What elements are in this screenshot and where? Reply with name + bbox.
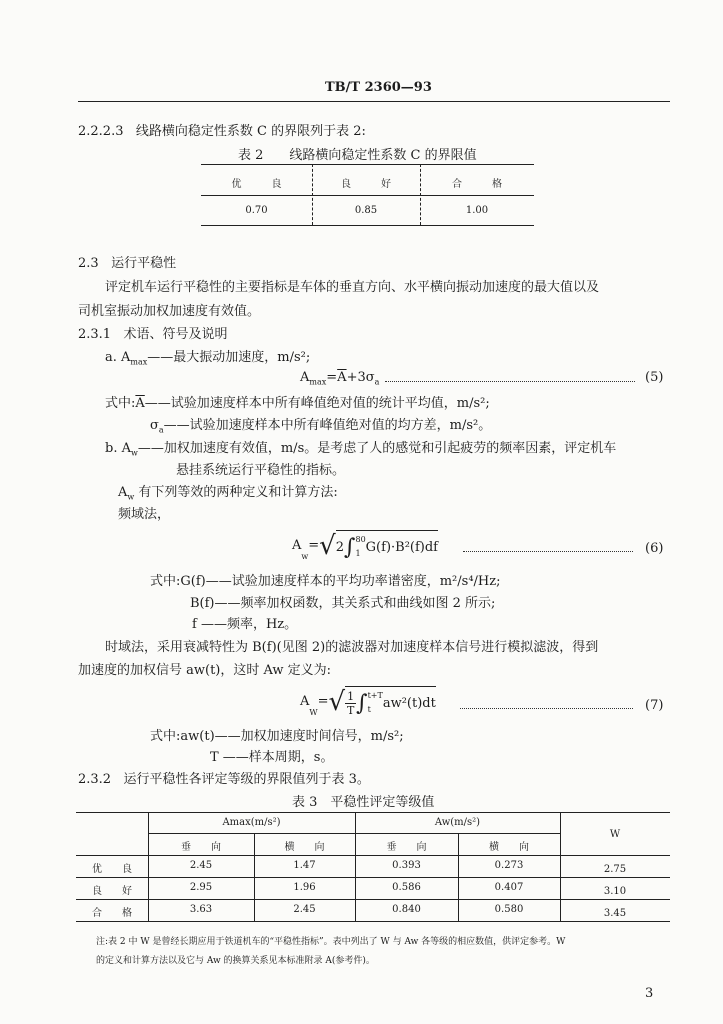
where3-line2: T ——样本周期，s。 — [210, 750, 334, 765]
section-23-title: 运行平稳性 — [111, 256, 177, 271]
paragraph-1-line2: 司机室振动加权加速度有效值。 — [78, 304, 261, 319]
where2-line2: B(f)——频率加权函数，其关系式和曲线如图 2 所示; — [190, 596, 496, 611]
document-code: TB/T 2360—93 — [325, 80, 432, 95]
eq5-abar: $\overline{A}$ — [337, 370, 347, 385]
where3-l1: aw(t)——加权加速度时间信号，m/s²; — [180, 729, 404, 744]
eq6-number: (6) — [645, 541, 664, 556]
eq7-frac-num: 1 — [347, 689, 355, 703]
where1-line2 — [150, 414, 491, 435]
table3-row3-grade: 合 格 — [92, 908, 132, 919]
table-note-line2: 的定义和计算方法以及它与 Aw 的换算关系见本标准附录 A(参考件)。 — [96, 956, 375, 966]
header-rule — [78, 101, 670, 102]
table2-header-pass: 合 格 — [452, 179, 502, 190]
where2-l1: G(f)——试验加速度样本的平均功率谱密度，m²/s⁴/Hz; — [180, 574, 501, 589]
item-b-line1 — [105, 437, 616, 458]
where2-line1 — [150, 570, 500, 589]
where2-line3: f ——频率，Hz。 — [192, 617, 298, 632]
eq7-upper-limit: t+T — [367, 691, 383, 700]
page-number: 3 — [645, 986, 654, 1001]
item-b-line2: 悬挂系统运行平稳性的指标。 — [176, 463, 346, 478]
eq6-sqrt-icon: √ — [319, 530, 336, 561]
table3-row1-aw-lateral: 0.273 — [494, 860, 524, 871]
eq6-body: G(f)·B²(f)df — [365, 539, 438, 555]
table-note-line1: 注:表 2 中 W 是曾经长期应用于铁道机车的“平稳性指标”。表中列出了 W 与 Aw 各等级的相应数值，供评定参考。W — [96, 937, 566, 947]
eq5-rest: +3σ — [346, 370, 375, 385]
table3-row2-amax-vertical: 2.95 — [189, 882, 213, 893]
eq6-lower-limit: 1 — [355, 549, 361, 558]
section-231 — [78, 323, 228, 342]
table2-header-excellent: 优 良 — [231, 179, 282, 190]
time-method-line1: 时域法，采用衰减特性为 B(f)(见图 2)的滤波器对加速度样本信号进行模拟滤波，得到 — [105, 640, 599, 655]
table2-header-good: 良 好 — [341, 179, 391, 190]
equation-5 — [300, 370, 379, 387]
eq7-fraction — [345, 690, 356, 717]
where1-desc2: ——试验加速度样本中所有峰值绝对值的均方差，m/s²。 — [163, 418, 492, 433]
eq6-leader — [463, 551, 633, 552]
aw-def-sub: w — [127, 492, 135, 502]
table3-row2-w: 3.10 — [603, 886, 627, 897]
item-a — [105, 346, 310, 367]
table3-row2-grade: 良 好 — [92, 886, 132, 897]
aw-def-symbol: A — [118, 485, 128, 500]
eq7-integral-icon: ∫ — [356, 690, 368, 716]
eq7-number: (7) — [645, 698, 664, 713]
section-231-title: 术语、符号及说明 — [123, 327, 228, 342]
aw-def-text: 有下列等效的两种定义和计算方法: — [138, 485, 338, 500]
eq7-lhs-sub: W — [309, 708, 318, 717]
eq6-lhs-sub: w — [301, 552, 309, 561]
table3-row1-grade: 优 良 — [92, 864, 132, 875]
where3-prefix: 式中: — [150, 729, 181, 744]
where1-prefix: 式中: — [105, 396, 136, 411]
where1-symbol2-sub: a — [158, 425, 164, 435]
eq7-leader — [460, 708, 633, 709]
eq5-lhs: A — [300, 370, 310, 385]
table3-sub-amax-lateral: 横 向 — [284, 842, 325, 853]
table3-sub-aw-lateral: 横 向 — [489, 842, 529, 853]
eq5-rest-sub: a — [374, 377, 380, 387]
item-b-symbol: A — [121, 441, 131, 456]
table3-aw-header: Aw(m/s²) — [434, 817, 481, 828]
table2-value-pass: 1.00 — [465, 205, 489, 216]
table3-row2-aw-vertical: 0.586 — [392, 882, 421, 893]
equation-7 — [300, 686, 436, 717]
table3-row2-amax-lateral: 1.96 — [293, 882, 316, 893]
table3-row1-amax-vertical: 2.45 — [189, 860, 213, 871]
table3-caption: 表 3 平稳性评定等级值 — [292, 795, 435, 810]
item-a-sub: max — [130, 357, 148, 367]
section-23 — [78, 252, 176, 271]
item-b-label: b. — [105, 441, 118, 456]
frequency-method-label: 频域法， — [118, 507, 171, 522]
where1-desc1: ——试验加速度样本中所有峰值绝对值的统计平均值，m/s²; — [144, 396, 490, 411]
aw-definition — [118, 481, 338, 502]
table2-caption: 表 2 线路横向稳定性系数 C 的界限值 — [238, 148, 477, 163]
table3-row3-w: 3.45 — [603, 908, 627, 919]
table3-w-header: W — [609, 829, 621, 840]
table3-row3-amax-lateral: 2.45 — [293, 904, 316, 915]
item-a-label: a. — [105, 350, 117, 365]
eq5-lhs-sub: max — [309, 377, 327, 387]
where1-symbol: $\overline{A}$ — [135, 396, 145, 411]
section-232-text: 运行平稳性各评定等级的界限值列于表 3。 — [123, 772, 370, 787]
where3-line1 — [150, 725, 404, 744]
table3-row3-amax-vertical: 3.63 — [189, 904, 213, 915]
equation-6 — [292, 530, 438, 561]
item-b-desc1: ——加权加速度有效值，m/s。是考虑了人的感觉和引起疲劳的频率因素，评定机车 — [137, 441, 617, 456]
section-23-num: 2.3 — [78, 256, 99, 271]
eq7-lhs: A — [300, 694, 310, 709]
eq6-equals: = — [308, 538, 320, 553]
eq7-body: aw²(t)dt — [382, 695, 436, 711]
eq6-upper-limit: 80 — [355, 535, 366, 544]
eq7-lower-limit: t — [367, 705, 371, 714]
eq7-frac-den: T — [346, 703, 355, 717]
where1-line1 — [105, 392, 490, 411]
item-a-desc: ——最大振动加速度，m/s²; — [147, 350, 311, 365]
section-2223 — [78, 120, 366, 139]
section-2223-text: 线路横向稳定性系数 C 的界限列于表 2: — [135, 124, 366, 139]
section-2223-num: 2.2.2.3 — [78, 124, 124, 139]
item-b-sub: w — [131, 448, 138, 458]
table3-row3-aw-vertical: 0.840 — [392, 904, 421, 915]
table3-amax-header: Amax(m/s²) — [222, 817, 281, 828]
table3-row3-aw-lateral: 0.580 — [494, 904, 524, 915]
eq5-leader — [385, 381, 635, 382]
table3-sub-aw-vertical: 垂 向 — [386, 842, 427, 853]
eq7-sqrt-icon: √ — [328, 686, 346, 717]
table3-row1-amax-lateral: 1.47 — [293, 860, 316, 871]
paragraph-1-line1: 评定机车运行平稳性的主要指标是车体的垂直方向、水平横向振动加速度的最大值以及 — [105, 280, 600, 295]
where1-symbol2: σ — [150, 418, 159, 433]
eq6-two: 2 — [335, 539, 345, 555]
eq5-number: (5) — [645, 370, 664, 385]
section-232 — [78, 768, 370, 787]
time-method-line2: 加速度的加权信号 aw(t)，这时 Aw 定义为: — [78, 663, 331, 678]
eq6-lhs: A — [292, 538, 302, 553]
where2-prefix: 式中: — [150, 574, 181, 589]
eq5-equals: = — [326, 370, 338, 385]
section-232-num: 2.3.2 — [78, 772, 112, 787]
eq6-integral-icon: ∫ — [344, 534, 356, 560]
table2-value-good: 0.85 — [354, 205, 378, 216]
table3-row2-aw-lateral: 0.407 — [494, 882, 524, 893]
table2-value-excellent: 0.70 — [245, 205, 268, 216]
table3-row1-w: 2.75 — [603, 864, 627, 875]
table3-sub-amax-vertical: 垂 向 — [181, 842, 221, 853]
item-a-symbol: A — [121, 350, 131, 365]
table3-row1-aw-vertical: 0.393 — [392, 860, 421, 871]
section-231-num: 2.3.1 — [78, 327, 112, 342]
eq7-equals: = — [317, 694, 329, 709]
